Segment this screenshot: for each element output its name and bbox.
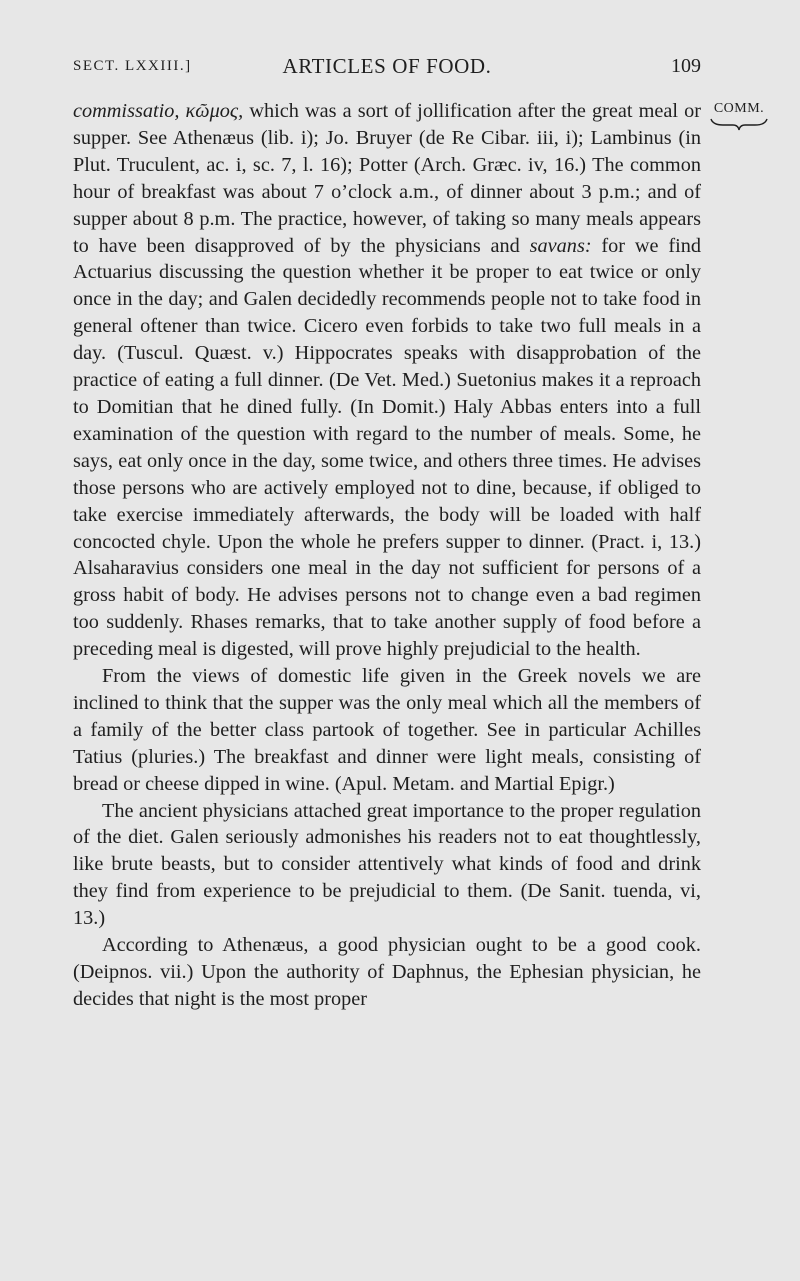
text-run: According to Athenæus, a good physician ought to be a good cook. (Deipnos. vii.) Upon the authority of Daphnus, the Ephesian physician, he decides that night is the most proper	[73, 934, 701, 1010]
italic-text: savans:	[529, 234, 592, 257]
paragraph	[73, 798, 701, 933]
paragraph	[73, 663, 701, 798]
page-title: ARTICLES OF FOOD.	[282, 54, 492, 78]
margin-note	[708, 101, 770, 131]
text-run: for we find Actuarius discussing the question whether it be proper to eat twice or only once in the day; and Galen decidedly recommends people not to take food in general oftener than twice. Cicero even forbids to take two full meals in a day. (Tuscul. Quæst. v.) Hippocrates speaks with disapprobation of the practice of eating a full dinner. (De Vet. Med.) Suetonius makes it a reproach to Domitian that he dined fully. (In Domit.) Haly Abbas enters into a full examination of the question with regard to the number of meals. Some, he says, eat only once in the day, some twice, and others three times. He advises those persons who are actively employed not to dine, because, if obliged to take exercise immediately afterwards, the body will be loaded with half concocted chyle. Upon the whole he prefers supper to dinner. (Pract. i, 13.) Alsaharavius considers one meal in the day not sufficient for persons of a gross habit of body. He advises persons not to change even a bad regimen too suddenly. Rhases remarks, that to take another supply of food before a preceding meal is digested, will prove highly prejudicial to the health.	[73, 234, 701, 661]
page-number: 109	[671, 55, 701, 77]
text-run: which was a sort of jollification after the great meal or supper. See Athenæus (lib. i); Jo. Bruyer (de Re Cibar. iii, i); Lambinus (in Plut. Truculent, ac. i, sc. 7, l. 16); Potter (Arch. Græc. iv, 16.) The common hour of breakfast was about 7 o’clock a.m., of dinner about 3 p.m.; and of supper about 8 p.m. The practice, however, of taking so many meals appears to have been disapproved of by the physicians and	[73, 100, 701, 257]
body-text	[73, 98, 701, 1013]
paragraph	[73, 932, 701, 1013]
section-reference: SECT. LXXIII.]	[73, 58, 192, 74]
italic-text: commissatio, κῶμος,	[73, 100, 244, 122]
running-head	[73, 54, 701, 82]
margin-note-label: COMM.	[713, 101, 765, 116]
paragraph	[73, 98, 701, 663]
text-run: The ancient physicians attached great importance to the proper regulation of the diet. Galen seriously admonishes his readers not to eat thoughtlessly, like brute beasts, but to consider attentively what kinds of food and drink they find from experience to be prejudicial to them. (De Sanit. tuenda, vi, 13.)	[73, 799, 701, 930]
curly-brace-icon	[709, 117, 769, 131]
text-run: From the views of domestic life given in the Greek novels we are inclined to think that the supper was the only meal which all the members of a family of the better class partook of together. See in particular Achilles Tatius (pluries.) The breakfast and dinner were light meals, consisting of bread or cheese dipped in wine. (Apul. Metam. and Martial Epigr.)	[73, 665, 701, 795]
